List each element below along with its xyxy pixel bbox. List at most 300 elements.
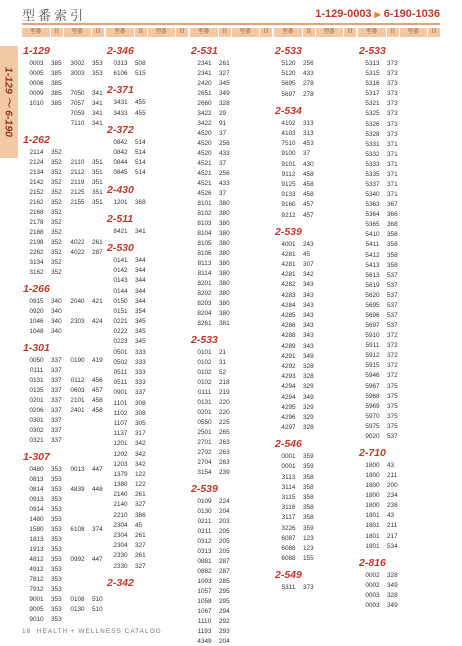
model-number: 8102 [197, 210, 212, 217]
table-row [190, 139, 272, 148]
model-number: 9100 [281, 150, 296, 158]
model-number: 0842 [113, 149, 128, 157]
column-header-cell: 型番 [106, 28, 134, 37]
model-number: 1203 [113, 460, 128, 468]
page-ref: 344 [135, 256, 146, 264]
page-ref: 219 [219, 389, 230, 396]
table-row [274, 534, 356, 543]
page-ref: 358 [303, 473, 314, 481]
model-number: 5311 [281, 584, 296, 592]
model-number: 1202 [113, 450, 128, 458]
table-row [190, 129, 272, 138]
table-row [274, 473, 356, 482]
table-row [22, 228, 104, 237]
page-ref: 352 [51, 149, 62, 156]
page-title: 型番索引 [22, 8, 87, 23]
page-ref: 366 [387, 211, 398, 219]
series-heading: 2-539 [191, 483, 218, 495]
table-row [22, 525, 104, 534]
model-number: 3433 [113, 109, 128, 117]
page-ref: 261 [92, 239, 103, 246]
table-row [274, 250, 356, 259]
table-row [274, 170, 356, 179]
page-ref: 372 [387, 362, 398, 370]
model-number: 4294 [281, 383, 296, 391]
model-number: 0111 [197, 389, 212, 396]
table-row [22, 386, 104, 395]
table-row [358, 170, 440, 179]
page-ref: 353 [51, 536, 62, 543]
page-ref: 328 [303, 373, 314, 381]
model-number: 0511 [113, 369, 128, 377]
page-ref: 234 [387, 492, 398, 500]
model-number: 4281 [281, 250, 296, 258]
table-row [274, 423, 356, 432]
model-number: 0003 [365, 601, 380, 609]
page-ref: 375 [387, 392, 398, 400]
table-row [274, 160, 356, 169]
table-row [22, 555, 104, 564]
table-row [358, 109, 440, 118]
table-row [22, 99, 104, 108]
series-heading: 2-533 [359, 45, 386, 57]
model-number: 3154 [197, 469, 212, 476]
model-number: 2330 [113, 562, 128, 570]
model-number: 0009 [29, 90, 44, 97]
table-row [190, 567, 272, 576]
page-ref: 349 [303, 352, 314, 360]
model-number: 3431 [113, 99, 128, 107]
page-ref: 340 [51, 298, 62, 305]
table-row [358, 371, 440, 380]
column-header-cell: 頁 [176, 28, 188, 37]
table-row [190, 149, 272, 158]
table-row [106, 168, 188, 177]
model-number: 8421 [113, 227, 128, 235]
table-row [274, 210, 356, 219]
model-number: 9212 [281, 211, 296, 219]
page-ref: 329 [303, 413, 314, 421]
page-ref: 358 [303, 514, 314, 522]
model-number: 6088 [281, 555, 296, 563]
model-number: 0842 [113, 138, 128, 146]
page-ref: 371 [387, 150, 398, 158]
column-header-cell: 頁 [219, 28, 231, 37]
table-row [106, 266, 188, 275]
model-number: 3002 [70, 60, 85, 67]
table-row [274, 483, 356, 492]
model-number: 2124 [29, 159, 44, 166]
table-row [190, 309, 272, 318]
model-number: 5321 [365, 100, 380, 108]
model-number: 5410 [365, 231, 380, 239]
model-number: 8203 [197, 300, 212, 307]
page-ref: 358 [303, 483, 314, 491]
page-ref: 380 [219, 310, 230, 317]
page-ref: 327 [219, 70, 230, 77]
page-ref: 537 [387, 301, 398, 309]
table-row [190, 199, 272, 208]
page-ref: 352 [51, 189, 62, 196]
page-ref: 380 [219, 210, 230, 217]
table-row [190, 299, 272, 308]
model-number: 2330 [113, 552, 128, 560]
model-number: 5697 [365, 322, 380, 330]
table-row [22, 198, 104, 207]
page-ref: 345 [219, 80, 230, 87]
model-number: 1800 [365, 462, 380, 469]
table-row [106, 98, 188, 107]
model-number: 4520 [197, 130, 212, 137]
model-number: 8105 [197, 240, 212, 247]
page-ref: 352 [51, 209, 62, 216]
table-row [358, 461, 440, 470]
table-row [274, 200, 356, 209]
model-number: 5332 [365, 150, 380, 158]
column-header-cell: 頁 [387, 28, 399, 37]
page-footer [22, 628, 162, 635]
model-number: 0511 [113, 379, 128, 387]
model-number: 1003 [197, 578, 212, 585]
model-number: 0603 [70, 387, 85, 394]
model-number: 2701 [197, 439, 212, 446]
page-ref: 386 [135, 511, 146, 519]
table-row [106, 378, 188, 387]
table-row [190, 259, 272, 268]
page-ref: 368 [135, 198, 146, 206]
model-number: 1048 [29, 328, 44, 335]
model-number: 5363 [365, 201, 380, 209]
table-row [274, 240, 356, 249]
table-row [190, 637, 272, 646]
page-ref: 352 [51, 269, 62, 276]
model-number: 0190 [70, 357, 85, 364]
model-number: 3162 [29, 269, 44, 276]
page-ref: 372 [387, 352, 398, 360]
model-number: 6088 [281, 544, 296, 552]
range-end: 6-190-1036 [383, 8, 440, 20]
page-ref: 349 [387, 581, 398, 589]
table-row [106, 158, 188, 167]
page-ref: 239 [219, 469, 230, 476]
table-row [190, 119, 272, 128]
table-row [358, 119, 440, 128]
table-row [22, 406, 104, 415]
column-header-cell: 型番 [316, 28, 344, 37]
table-row [22, 575, 104, 584]
table-row [358, 361, 440, 370]
model-number: 4281 [281, 271, 296, 279]
model-number: 0480 [29, 466, 44, 473]
page-ref: 352 [51, 259, 62, 266]
table-row [190, 289, 272, 298]
model-number: 2704 [197, 459, 212, 466]
model-number: 0108 [70, 596, 85, 603]
table-row [358, 220, 440, 229]
model-number: 2303 [70, 318, 85, 325]
column-header-cell: 頁 [428, 28, 440, 37]
series-heading: 2-430 [107, 183, 134, 196]
table-row [106, 148, 188, 157]
model-number: 6106 [113, 70, 128, 78]
page-ref: 344 [135, 267, 146, 275]
table-row [22, 158, 104, 167]
page-ref: 537 [387, 311, 398, 319]
model-number: 5331 [365, 140, 380, 148]
index-column [274, 28, 356, 610]
table-row [190, 189, 272, 198]
table-row [358, 542, 440, 551]
model-number: 2660 [197, 100, 212, 107]
model-number: 2114 [29, 149, 44, 156]
table-row [274, 372, 356, 381]
table-row [190, 209, 272, 218]
table-row [358, 471, 440, 480]
page-ref: 342 [135, 450, 146, 458]
table-row [190, 348, 272, 357]
page-ref: 349 [387, 601, 398, 609]
page-ref: 447 [92, 466, 103, 473]
model-number: 0001 [281, 453, 296, 461]
model-number: 3113 [281, 473, 296, 481]
page-ref: 373 [387, 60, 398, 68]
model-number: 3116 [281, 504, 296, 512]
table-row [190, 448, 272, 457]
table-row [190, 169, 272, 178]
page-ref: 91 [219, 120, 227, 127]
table-row [190, 408, 272, 417]
page-ref: 433 [219, 150, 230, 157]
model-number: 8113 [197, 260, 212, 267]
table-row [274, 301, 356, 310]
table-row [274, 392, 356, 401]
page-ref: 353 [51, 526, 62, 533]
page-ref: 261 [135, 491, 146, 499]
model-number: 1057 [197, 588, 212, 595]
model-number: 7059 [70, 110, 85, 117]
table-row [190, 69, 272, 78]
table-row [106, 307, 188, 316]
series-heading: 2-533 [275, 45, 302, 57]
page-ref: 448 [92, 486, 103, 493]
model-number: 4912 [29, 566, 44, 573]
page-ref: 329 [303, 403, 314, 411]
table-row [274, 190, 356, 199]
page-ref: 285 [219, 578, 230, 585]
table-row [106, 419, 188, 428]
table-row [358, 591, 440, 600]
page-ref: 372 [387, 342, 398, 350]
model-number: 1137 [113, 430, 128, 438]
table-row [274, 69, 356, 78]
model-number: 1800 [365, 492, 380, 500]
page-ref: 424 [92, 318, 103, 325]
table-row [358, 521, 440, 530]
model-number: 1067 [197, 608, 212, 615]
table-row [358, 200, 440, 209]
page-ref: 380 [219, 220, 230, 227]
page-ref: 351 [92, 159, 103, 166]
series-heading: 2-546 [275, 438, 302, 451]
model-number: 2140 [113, 491, 128, 499]
table-row [22, 317, 104, 326]
page-ref: 307 [303, 261, 314, 269]
table-row [22, 366, 104, 375]
page-ref: 204 [219, 508, 230, 515]
page-ref: 352 [51, 179, 62, 186]
series-heading: 2-346 [107, 45, 134, 57]
model-number: 5313 [365, 60, 380, 68]
page-ref: 351 [92, 189, 103, 196]
page-ref: 458 [303, 191, 314, 199]
model-number: 4520 [197, 140, 212, 147]
table-row [22, 356, 104, 365]
table-row [274, 352, 356, 361]
model-number: 5412 [365, 251, 380, 259]
table-row [22, 585, 104, 594]
series-heading: 2-549 [275, 569, 302, 582]
model-number: 4102 [281, 119, 296, 127]
model-number: 5335 [365, 170, 380, 178]
table-row [274, 321, 356, 330]
table-row [22, 148, 104, 157]
page-ref: 353 [51, 586, 62, 593]
column-header [274, 28, 356, 37]
column-header-cell: 頁 [260, 28, 272, 37]
page-ref: 337 [51, 377, 62, 384]
model-number: 2188 [29, 229, 44, 236]
column-header-cell: 型番 [232, 28, 260, 37]
page-ref: 353 [51, 606, 62, 613]
column-header-cell: 頁 [135, 28, 147, 37]
page-ref: 204 [219, 638, 230, 645]
model-number: 2401 [70, 407, 85, 414]
table-row [358, 571, 440, 580]
table-row [274, 119, 356, 128]
page-ref: 327 [135, 501, 146, 509]
table-row [190, 358, 272, 367]
page-ref: 380 [219, 270, 230, 277]
table-row [358, 69, 440, 78]
page-ref: 358 [387, 241, 398, 249]
table-row [190, 99, 272, 108]
page-ref: 122 [135, 470, 146, 478]
table-row [106, 551, 188, 560]
table-row [106, 511, 188, 520]
page-ref: 367 [387, 201, 398, 209]
model-number: 2304 [113, 532, 128, 540]
model-number: 0915 [29, 298, 44, 305]
page-ref: 43 [387, 512, 395, 520]
table-row [190, 517, 272, 526]
table-row [358, 601, 440, 610]
page-ref: 537 [387, 271, 398, 279]
model-number: 1102 [113, 409, 128, 417]
model-number: 0845 [113, 169, 128, 177]
model-number: 2178 [29, 219, 44, 226]
page-ref: 380 [219, 240, 230, 247]
table-row [22, 565, 104, 574]
page-ref: 433 [303, 70, 314, 78]
table-row [22, 119, 104, 128]
model-number: 3115 [281, 494, 296, 502]
table-row [274, 382, 356, 391]
series-heading: 1-307 [23, 451, 50, 463]
page-ref: 203 [219, 518, 230, 525]
model-number: 4521 [197, 170, 212, 177]
page-ref: 514 [135, 159, 146, 167]
page-ref: 385 [51, 90, 62, 97]
table-row [190, 468, 272, 477]
model-number: 0002 [365, 571, 380, 579]
model-number: 2040 [70, 298, 85, 305]
model-number: 0101 [197, 349, 212, 356]
table-row [274, 291, 356, 300]
table-row [22, 376, 104, 385]
page-ref: 256 [219, 170, 230, 177]
page-ref: 329 [303, 383, 314, 391]
table-row [106, 409, 188, 418]
model-number: 0844 [113, 159, 128, 167]
page-ref: 295 [219, 598, 230, 605]
page-ref: 263 [219, 449, 230, 456]
page-ref: 337 [51, 357, 62, 364]
model-number: 5969 [365, 402, 380, 410]
table-row [22, 327, 104, 336]
model-number: 5364 [365, 211, 380, 219]
model-number: 8202 [197, 290, 212, 297]
model-number: 5337 [365, 180, 380, 188]
index-column [22, 28, 104, 623]
range-start: 1-129-0003 [315, 8, 372, 20]
page-ref: 343 [303, 291, 314, 299]
model-number: 5340 [365, 191, 380, 199]
table-row [358, 99, 440, 108]
model-number: 1801 [365, 532, 380, 540]
catalog-name: HEALTH + WELLNESS CATALOG [36, 628, 162, 635]
table-row [22, 426, 104, 435]
model-number: 4812 [29, 556, 44, 563]
table-row [358, 79, 440, 88]
table-row [22, 258, 104, 267]
table-row [106, 521, 188, 530]
table-row [22, 595, 104, 604]
model-number: 5328 [365, 130, 380, 138]
column-header-cell: 頁 [92, 28, 104, 37]
table-row [22, 396, 104, 405]
index-column [106, 28, 188, 610]
page-ref: 337 [51, 387, 62, 394]
model-number: 0135 [29, 387, 44, 394]
table-row [274, 280, 356, 289]
table-row [22, 109, 104, 118]
model-number: 8101 [197, 200, 212, 207]
table-row [358, 341, 440, 350]
table-row [190, 418, 272, 427]
page-ref: 287 [92, 249, 103, 256]
table-row [190, 378, 272, 387]
table-row [358, 532, 440, 541]
column-header [358, 28, 440, 37]
page-ref: 510 [92, 596, 103, 603]
model-number: 2501 [197, 429, 212, 436]
model-number: 5967 [365, 382, 380, 390]
model-number: 2262 [29, 249, 44, 256]
page-ref: 263 [219, 439, 230, 446]
model-number: 5365 [365, 221, 380, 229]
model-number: 0501 [113, 348, 128, 356]
table-row [22, 495, 104, 504]
